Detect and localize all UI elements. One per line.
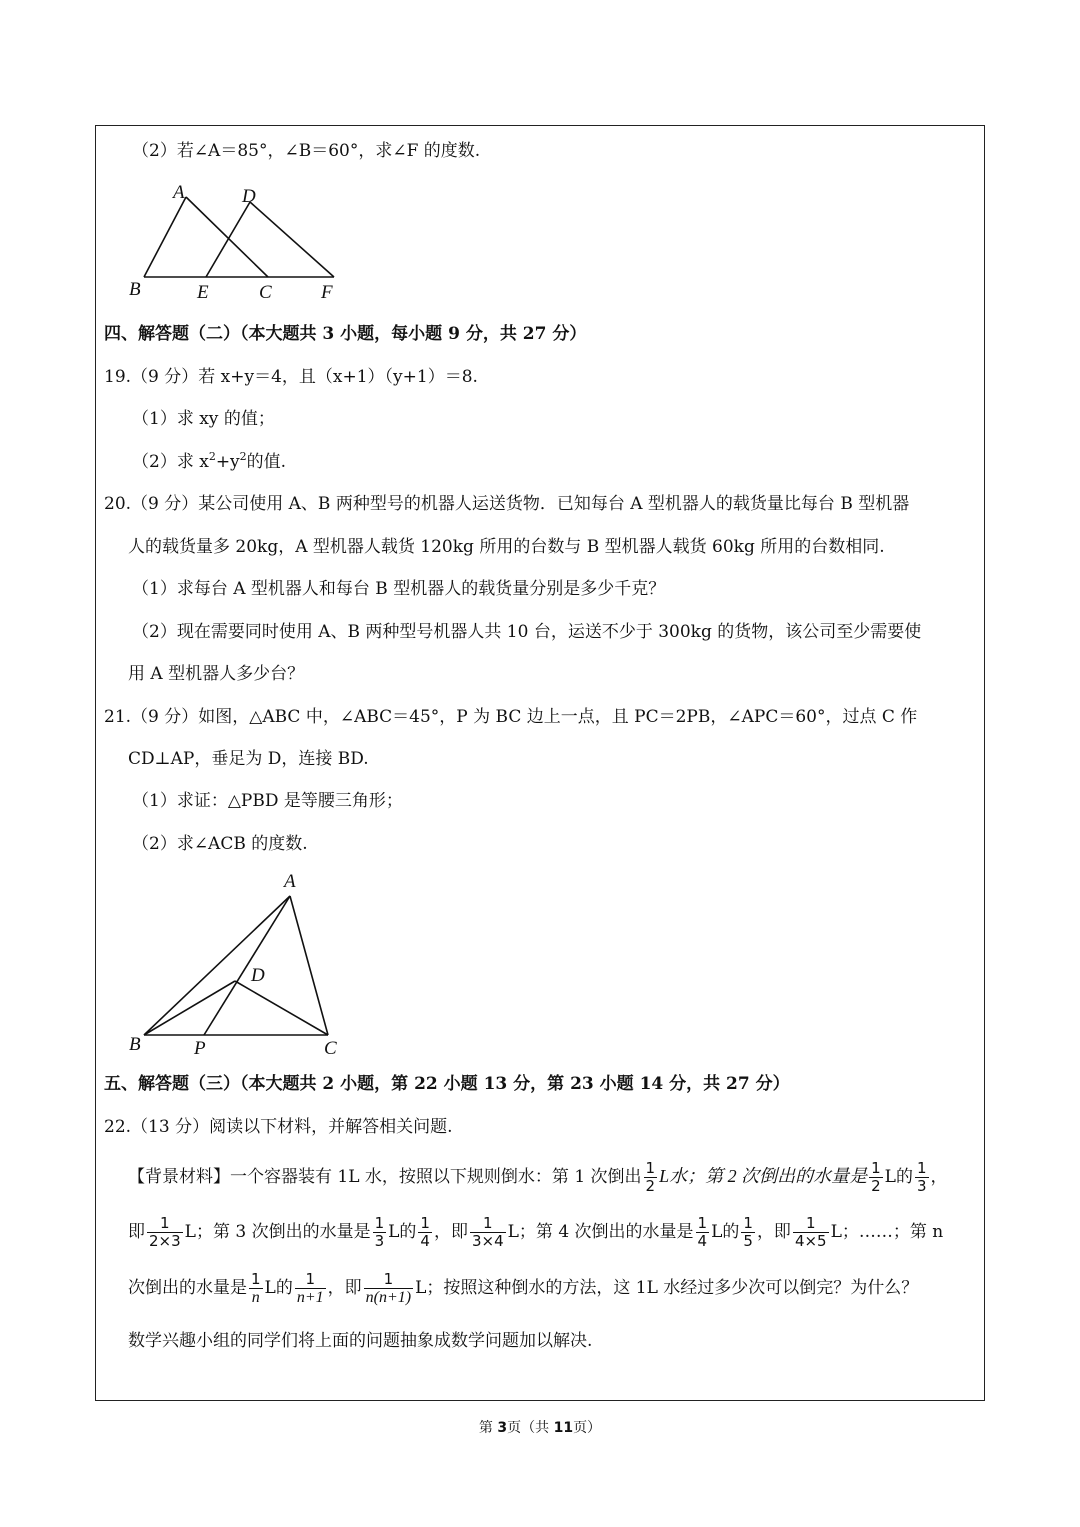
label-b: B xyxy=(129,279,141,300)
section-5-title: 五、解答题（三）（本大题共 2 小题，第 22 小题 13 分，第 23 小题 14 分，共 27 分） xyxy=(104,1074,790,1094)
q20-part2b: 用 A 型机器人多少台？ xyxy=(128,664,305,684)
frac-1-3b: $\frac{1}{3}$ xyxy=(374,1214,385,1250)
q20-line1: 20.（9 分）某公司使用 A、B 两种型号的机器人运送货物．已知每台 A 型机器人的载货量比每台 B 型机器 xyxy=(104,494,910,514)
label-d: D xyxy=(251,965,265,986)
q20-part2a: （2）现在需要同时使用 A、B 两种型号机器人共 10 台，运送不少于 300kg 的货物，该公司至少需要使 xyxy=(132,622,922,642)
label-e: E xyxy=(197,282,209,303)
q20-line2: 人的载货量多 20kg，A 型机器人载货 120kg 所用的台数与 B 型机器人载货 60kg 所用的台数相同. xyxy=(128,537,885,557)
q18-part2: （2）若∠A＝85°，∠B＝60°，求∠F 的度数. xyxy=(132,141,481,161)
label-c: C xyxy=(324,1038,337,1059)
q22-row3: 次倒出的水量是 $\frac{1}{n}$ L的 $\frac{1}{n+1}$ ，即 $\frac{1}{n(n+1)}$ L；按照这种倒水的方法，这 1L 水经过多少次可以倒完？为什么？ xyxy=(128,1270,919,1306)
label-p: P xyxy=(194,1038,206,1059)
q21-line2: CD⊥AP，垂足为 D，连接 BD. xyxy=(128,749,369,769)
line-ac xyxy=(290,896,328,1035)
frac-1-2b: $\frac{1}{2}$ xyxy=(871,1159,881,1195)
page-footer: 第 3页（共 11页） xyxy=(478,1420,602,1436)
figure-triangle-abc-pd xyxy=(120,866,360,1061)
line-ed xyxy=(206,202,250,277)
frac-1-3x4: $\frac{1}{3\times 4}$ xyxy=(471,1214,504,1250)
q22-last-line: 数学兴趣小组的同学们将上面的问题抽象成数学问题加以解决. xyxy=(128,1331,593,1351)
q21-part1: （1）求证：△PBD 是等腰三角形； xyxy=(132,791,403,811)
frac-1-2x3: $\frac{1}{2\times 3}$ xyxy=(149,1214,181,1250)
figure-triangles-abc-def xyxy=(120,176,360,306)
frac-1-2: $\frac{1}{2}$ xyxy=(645,1159,656,1195)
frac-1-3: $\frac{1}{3}$ xyxy=(916,1159,927,1195)
q21-part2: （2）求∠ACB 的度数. xyxy=(132,834,308,854)
line-ac xyxy=(186,197,268,277)
label-b: B xyxy=(129,1034,141,1055)
line-df xyxy=(250,202,334,277)
section-4-title: 四、解答题（二）（本大题共 3 小题，每小题 9 分，共 27 分） xyxy=(104,324,587,344)
frac-1-n1: $\frac{1}{n+1}$ xyxy=(296,1270,324,1306)
q20-part1: （1）求每台 A 型机器人和每台 B 型机器人的载货量分别是多少千克？ xyxy=(132,579,666,599)
page-total: 11 xyxy=(553,1420,574,1436)
q22-stem: 22.（13 分）阅读以下材料，并解答相关问题. xyxy=(104,1117,453,1137)
frac-1-4b: $\frac{1}{4}$ xyxy=(697,1214,708,1250)
page-number: 3 xyxy=(497,1420,508,1436)
frac-1-nn1: $\frac{1}{n(n+1)}$ xyxy=(365,1270,412,1306)
q19-part1: （1）求 xy 的值； xyxy=(132,409,275,429)
label-a: A xyxy=(173,182,185,203)
q19-part2: （2）求 $x^2+y^2$的值. xyxy=(132,450,287,472)
label-a: A xyxy=(284,871,296,892)
q22-row2: 即 $\frac{1}{2\times 3}$ L；第 3 次倒出的水量是 $\frac{1}{3}$ L的 $\frac{1}{4}$ ，即 $\frac{1}{3\times 4}$ L；第 4 次倒出的水量是 $\frac{1}{4}$ L的 $\frac{1}{5}$ ，即 $\frac{1}{4\times 5}$ L；……；第 n xyxy=(128,1214,944,1250)
label-c: C xyxy=(259,282,272,303)
label-d: D xyxy=(242,186,256,207)
q22-row1: 【背景材料】一个容器装有 1L 水，按照以下规则倒水：第 1 次倒出 $\frac{1}{2}$ L水；第 2 次倒出的水量是 $\frac{1}{2}$ L的 $\frac{1}{3}$ ， xyxy=(128,1159,948,1195)
line-dc xyxy=(235,981,328,1035)
frac-1-5: $\frac{1}{5}$ xyxy=(743,1214,753,1250)
line-ba xyxy=(144,197,186,277)
label-f: F xyxy=(321,282,333,303)
q19-stem: 19.（9 分）若 x+y＝4，且（x+1）（y+1）＝8. xyxy=(104,367,478,387)
q21-line1: 21.（9 分）如图，△ABC 中，∠ABC＝45°，P 为 BC 边上一点，且 PC＝2PB，∠APC＝60°，过点 C 作 xyxy=(104,707,918,727)
frac-1-n: $\frac{1}{n}$ xyxy=(251,1270,261,1306)
frac-1-4x5: $\frac{1}{4\times 5}$ xyxy=(794,1214,827,1250)
frac-1-4: $\frac{1}{4}$ xyxy=(420,1214,430,1250)
